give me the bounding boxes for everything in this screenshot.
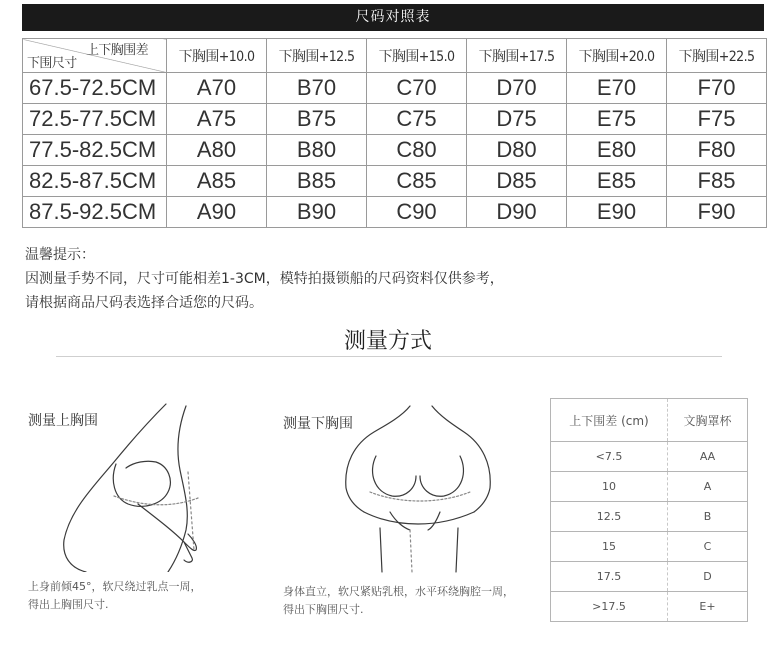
size-cell: B85 [267,166,367,197]
column-header: 下胸围+10.0 [167,39,267,73]
tips-heading: 温馨提示： [25,247,95,263]
column-header: 下胸围+17.5 [467,39,567,73]
size-cell: F75 [667,104,767,135]
table-row [551,592,748,622]
size-cell: C85 [367,166,467,197]
lower-bust-illustration-icon [340,402,500,574]
cup-cell: B [668,502,748,532]
size-cell: E90 [567,197,667,228]
lower-bust-caption [283,583,514,619]
size-cell: C90 [367,197,467,228]
table-row [551,562,748,592]
size-cell: B70 [267,73,367,104]
table-row [23,197,767,228]
size-cell: A90 [167,197,267,228]
divider [56,356,722,357]
corner-header-top: 上下胸围差 [85,43,148,58]
size-cell: B90 [267,197,367,228]
size-cell: B75 [267,104,367,135]
lower-bust-caption-line: 身体直立，软尺紧贴乳根，水平环绕胸腔一周， [283,585,514,598]
table-row [551,502,748,532]
band-cell: 67.5-72.5CM [23,73,167,104]
size-cell: A85 [167,166,267,197]
band-cell: 87.5-92.5CM [23,197,167,228]
cup-table-header: 上下围差 (cm) [551,399,668,442]
upper-bust-caption [28,578,202,614]
table-row [551,442,748,472]
size-cell: A80 [167,135,267,166]
size-cell: E75 [567,104,667,135]
size-chart-title: 尺码对照表 [355,9,431,25]
cup-table-header-row [551,399,748,442]
size-cell: F70 [667,73,767,104]
column-header: 下胸围+22.5 [667,39,767,73]
size-cell: E85 [567,166,667,197]
lower-bust-caption-line: 得出下胸围尺寸. [283,603,364,616]
size-cell: D75 [467,104,567,135]
table-row [551,472,748,502]
size-cell: F90 [667,197,767,228]
table-row [551,532,748,562]
size-chart-table [22,38,767,228]
band-cell: 82.5-87.5CM [23,166,167,197]
upper-bust-caption-line: 上身前倾45°，软尺绕过乳点一周， [28,580,202,593]
table-row [23,73,767,104]
cup-size-table [550,398,748,622]
measure-section-title: 测量方式 [343,329,432,354]
corner-header-cell [23,39,167,73]
cup-cell: E+ [668,592,748,622]
size-cell: A70 [167,73,267,104]
column-header: 下胸围+20.0 [567,39,667,73]
size-cell: E80 [567,135,667,166]
difference-cell: 10 [551,472,668,502]
tips-line: 请根据商品尺码表选择合适您的尺码。 [25,295,263,311]
cup-cell: C [668,532,748,562]
tips-block [25,243,504,315]
size-chart-banner [22,4,764,31]
table-row [23,104,767,135]
size-cell: A75 [167,104,267,135]
size-cell: C75 [367,104,467,135]
band-cell: 72.5-77.5CM [23,104,167,135]
cup-cell: A [668,472,748,502]
upper-bust-caption-line: 得出上胸围尺寸. [28,598,109,611]
table-row [23,166,767,197]
upper-bust-illustration-icon [56,400,226,572]
size-cell: C70 [367,73,467,104]
size-cell: E70 [567,73,667,104]
size-cell: D85 [467,166,567,197]
size-cell: D70 [467,73,567,104]
size-cell: B80 [267,135,367,166]
tips-line: 因测量手势不同，尺寸可能相差1-3CM，模特拍摄锁船的尺码资料仅供参考， [25,271,504,287]
size-cell: D80 [467,135,567,166]
lower-bust-label: 测量下胸围 [283,416,353,432]
cup-table-header: 文胸罩杯 [668,399,748,442]
difference-cell: 12.5 [551,502,668,532]
size-cell: D90 [467,197,567,228]
difference-cell: 17.5 [551,562,668,592]
difference-cell: <7.5 [551,442,668,472]
upper-bust-label: 测量上胸围 [28,413,98,429]
column-header: 下胸围+12.5 [267,39,367,73]
column-header: 下胸围+15.0 [367,39,467,73]
cup-cell: D [668,562,748,592]
size-cell: C80 [367,135,467,166]
table-row [23,135,767,166]
size-cell: F80 [667,135,767,166]
corner-header-bottom: 下围尺寸 [27,56,77,71]
size-chart-header-row [23,39,767,73]
size-cell: F85 [667,166,767,197]
cup-cell: AA [668,442,748,472]
band-cell: 77.5-82.5CM [23,135,167,166]
difference-cell: 15 [551,532,668,562]
difference-cell: >17.5 [551,592,668,622]
